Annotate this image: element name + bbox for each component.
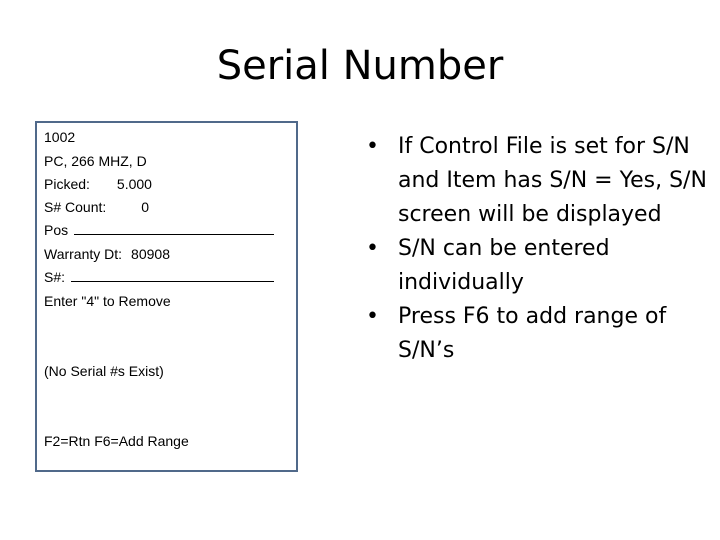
bullet-marker: • (366, 236, 379, 261)
count-row (44, 199, 149, 215)
bullet-item (366, 232, 711, 300)
bullet-text: Press F6 to add range of S/N’s (398, 304, 667, 363)
warranty-row (44, 246, 170, 262)
picked-value: 5.000 (116, 176, 152, 192)
bullet-text: S/N can be entered individually (398, 236, 610, 295)
serial-count-value: 0 (141, 199, 150, 215)
bullet-marker: • (366, 304, 379, 329)
warranty-label: Warranty Dt: (44, 246, 123, 262)
pos-label: Pos (44, 222, 69, 238)
bullet-item (366, 300, 711, 368)
serial-label: S#: (44, 269, 66, 285)
bullet-marker: • (366, 134, 379, 159)
picked-row (44, 176, 152, 192)
serial-entry-screen (35, 121, 298, 472)
warranty-value: 80908 (131, 246, 170, 262)
remove-hint: Enter "4" to Remove (44, 293, 171, 309)
bullet-list (366, 130, 711, 368)
function-key-bar: F2=Rtn F6=Add Range (44, 433, 189, 449)
serial-count-label: S# Count: (44, 199, 107, 215)
empty-message: (No Serial #s Exist) (44, 363, 164, 379)
item-number: 1002 (44, 129, 76, 145)
pos-field[interactable] (74, 224, 274, 235)
serial-number-field[interactable] (71, 271, 274, 282)
bullet-text: If Control File is set for S/N and Item has S/N = Yes, S/N screen will be displayed (398, 134, 707, 227)
picked-label: Picked: (44, 176, 90, 192)
pos-row (44, 222, 274, 238)
item-description: PC, 266 MHZ, D (44, 153, 147, 169)
bullet-item (366, 130, 711, 232)
slide-title: Serial Number (216, 43, 504, 89)
serial-row (44, 269, 274, 285)
